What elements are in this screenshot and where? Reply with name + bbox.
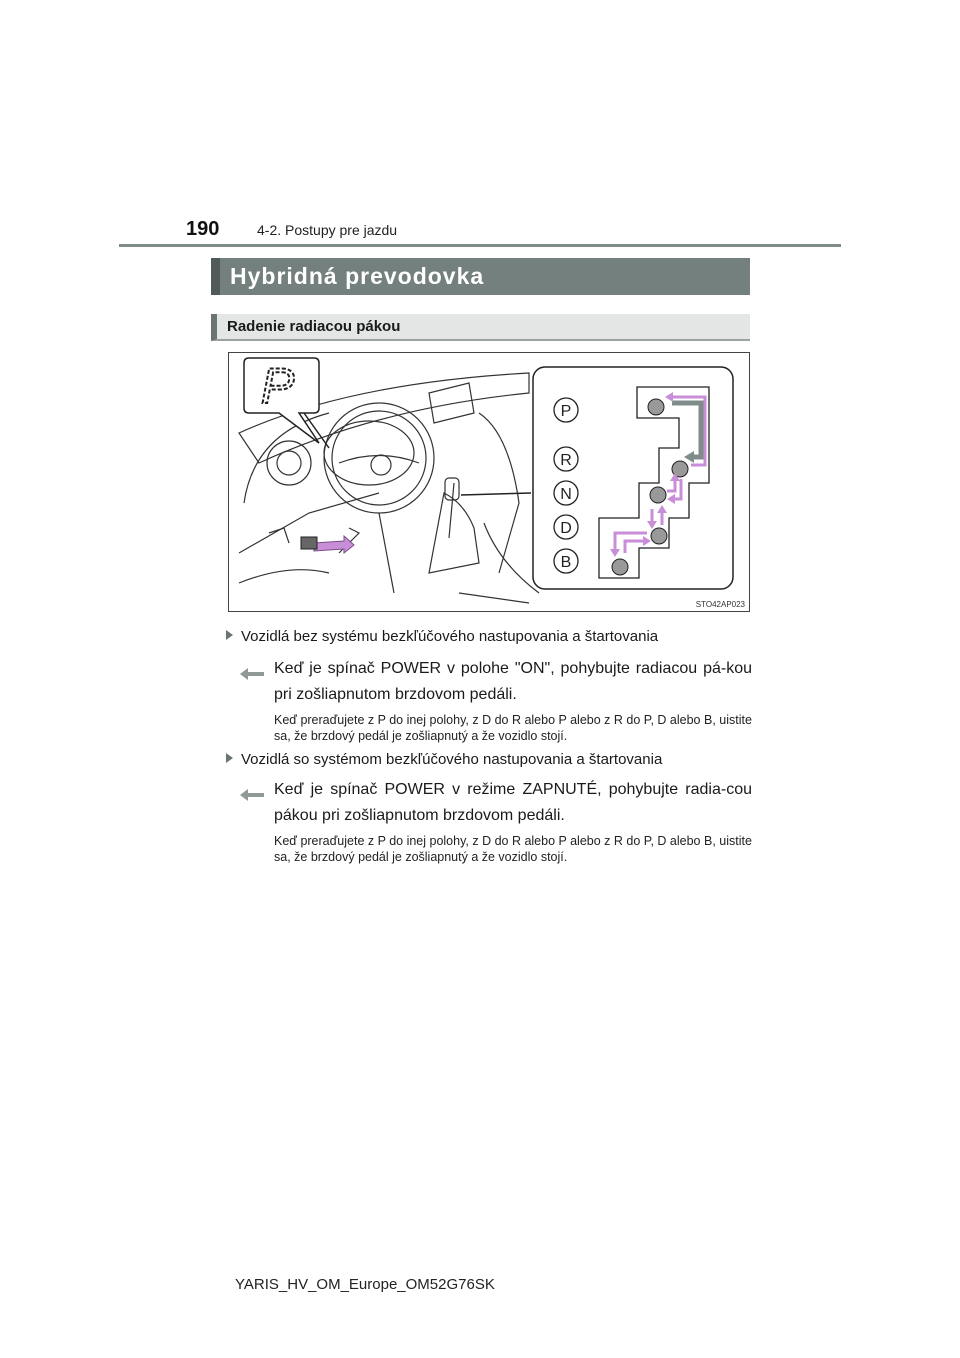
section-title: Hybridná prevodovka (230, 263, 485, 289)
step-note: Keď preraďujete z P do inej polohy, z D do R alebo P alebo z R do P, D alebo B, uistite sa, že brzdový pedál je zošliapnutý a že vozidlo stojí. (274, 713, 752, 743)
shift-lever-figure (228, 352, 750, 612)
subsection-title: Radenie radiacou pákou (227, 318, 401, 335)
figure-illustration (229, 353, 749, 611)
triangle-bullet-icon (226, 753, 233, 763)
triangle-bullet-icon (226, 630, 233, 640)
condition-heading-text: Vozidlá bez systému bezkľúčového nastupovania a štartovania (241, 628, 659, 645)
gear-label-b: B (560, 554, 572, 571)
condition-heading (226, 751, 662, 768)
document-footer: YARIS_HV_OM_Europe_OM52G76SK (235, 1276, 495, 1293)
step-text: Keď je spínač POWER v polohe "ON", pohybujte radiacou pá-kou pri zošliapnutom brzdovom pedáli. (274, 660, 752, 703)
step-arrow-icon (238, 787, 266, 803)
condition-heading (226, 628, 658, 645)
step-note: Keď preraďujete z P do inej polohy, z D do R alebo P alebo z R do P, D alebo B, uistite sa, že brzdový pedál je zošliapnutý a že vozidlo stojí. (274, 834, 752, 864)
header-rule (119, 244, 841, 247)
display-letter: P (261, 358, 295, 414)
step-arrow-icon (238, 666, 266, 682)
gear-label-n: N (560, 486, 572, 503)
page-number: 190 (186, 218, 220, 240)
subsection-title-bar (211, 314, 750, 341)
condition-heading-text: Vozidlá so systémom bezkľúčového nastupovania a štartovania (241, 751, 663, 768)
section-title-bar (211, 258, 750, 295)
gear-label-r: R (560, 452, 572, 469)
section-path: 4-2. Postupy pre jazdu (257, 222, 398, 238)
gear-label-d: D (560, 520, 572, 537)
step-text: Keď je spínač POWER v režime ZAPNUTÉ, pohybujte radia-cou pákou pri zošliapnutom brzdovom pedáli. (274, 781, 752, 824)
figure-code: STO42AP023 (695, 600, 745, 609)
gear-label-p: P (560, 403, 572, 420)
